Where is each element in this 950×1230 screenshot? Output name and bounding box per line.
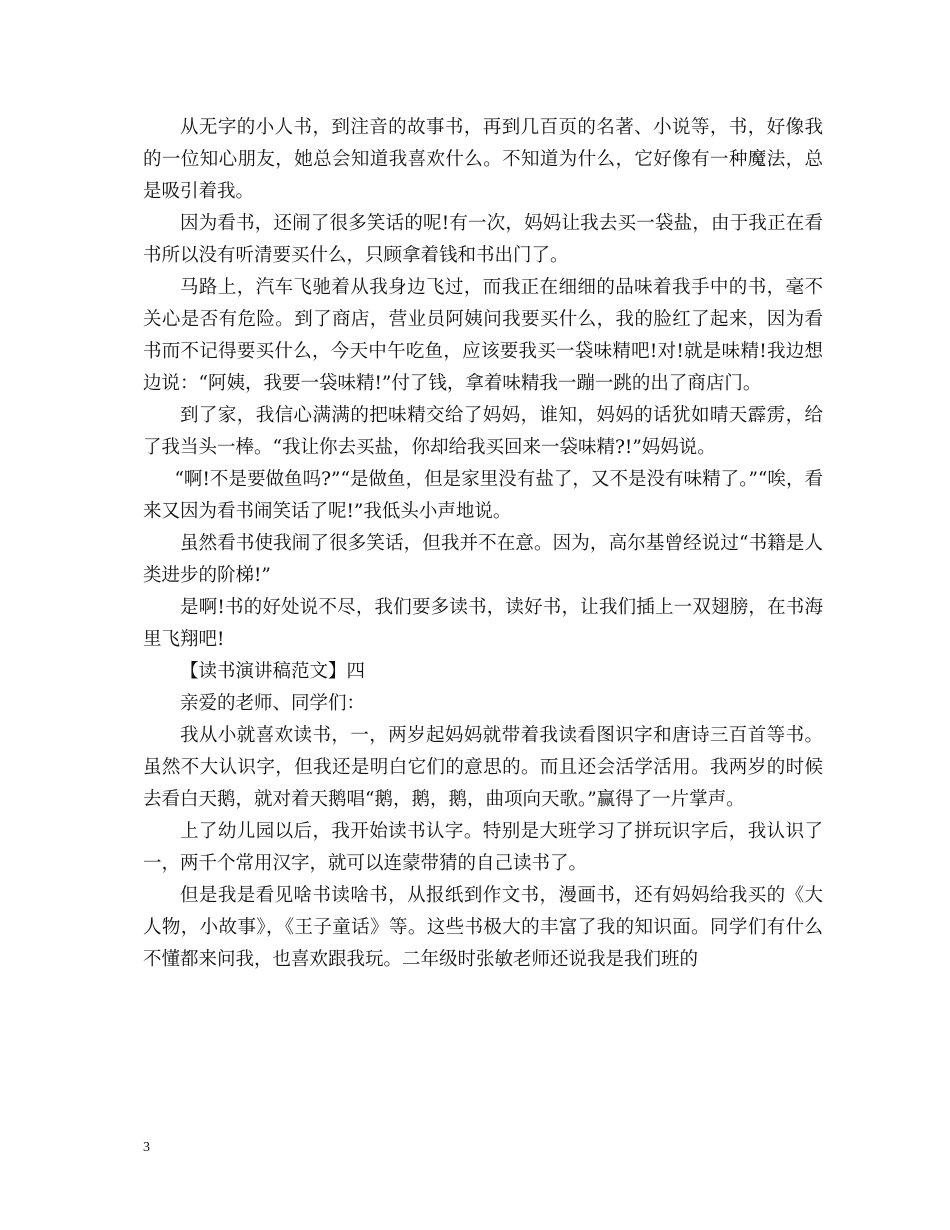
paragraph-7: 是啊!书的好处说不尽，我们要多读书，读好书，让我们插上一双翅膀，在书海里飞翔吧! xyxy=(143,597,823,650)
paragraph-4: 到了家，我信心满满的把味精交给了妈妈，谁知，妈妈的话犹如晴天霹雳，给了我当头一棒。“我让你去买盐，你却给我买回来一袋味精?!”妈妈说。 xyxy=(143,405,823,458)
salutation: 亲爱的老师、同学们： xyxy=(180,693,366,714)
paragraph-5: “啊!不是要做鱼吗?”“是做鱼，但是家里没有盐了，又不是没有味精了。”“唉，看来又因为看书闹笑话了呢!”我低头小声地说。 xyxy=(143,469,823,522)
paragraph-9: 上了幼儿园以后，我开始读书认字。特别是大班学习了拼玩识字后，我认识了一，两千个常用汉字，就可以连蒙带猜的自己读书了。 xyxy=(143,821,823,874)
paragraph-6: 虽然看书使我闹了很多笑话，但我并不在意。因为，高尔基曾经说过“书籍是人类进步的阶梯!” xyxy=(143,533,823,586)
document-body xyxy=(143,112,823,976)
paragraph-1: 从无字的小人书，到注音的故事书，再到几百页的名著、小说等，书，好像我的一位知心朋友，她总会知道我喜欢什么。不知道为什么，它好像有一种魔法，总是吸引着我。 xyxy=(143,117,823,202)
page-number: 3 xyxy=(143,1140,150,1155)
paragraph-2: 因为看书，还闹了很多笑话的呢!有一次，妈妈让我去买一袋盐，由于我正在看书所以没有听清要买什么，只顾拿着钱和书出门了。 xyxy=(143,213,823,266)
paragraph-8: 我从小就喜欢读书，一，两岁起妈妈就带着我读看图识字和唐诗三百首等书。虽然不大认识字，但我还是明白它们的意思的。而且还会活学活用。我两岁的时候去看白天鹅，就对着天鹅唱“鹅，鹅，鹅，曲项向天歌。”赢得了一片掌声。 xyxy=(143,725,823,810)
paragraph-3: 马路上，汽车飞驰着从我身边飞过，而我正在细细的品味着我手中的书，毫不关心是否有危险。到了商店，营业员阿姨问我要买什么，我的脸红了起来，因为看书而不记得要买什么，今天中午吃鱼，应该要我买一袋味精吧!对!就是味精!我边想边说：“阿姨，我要一袋味精!”付了钱，拿着味精我一蹦一跳的出了商店门。 xyxy=(143,277,823,394)
paragraph-10: 但是我是看见啥书读啥书，从报纸到作文书，漫画书，还有妈妈给我买的《大人物，小故事》，《王子童话》等。这些书极大的丰富了我的知识面。同学们有什么不懂都来问我，也喜欢跟我玩。二年级时张敏老师还说我是我们班的 xyxy=(143,885,823,970)
section-heading: 【读书演讲稿范文】四 xyxy=(180,661,366,682)
